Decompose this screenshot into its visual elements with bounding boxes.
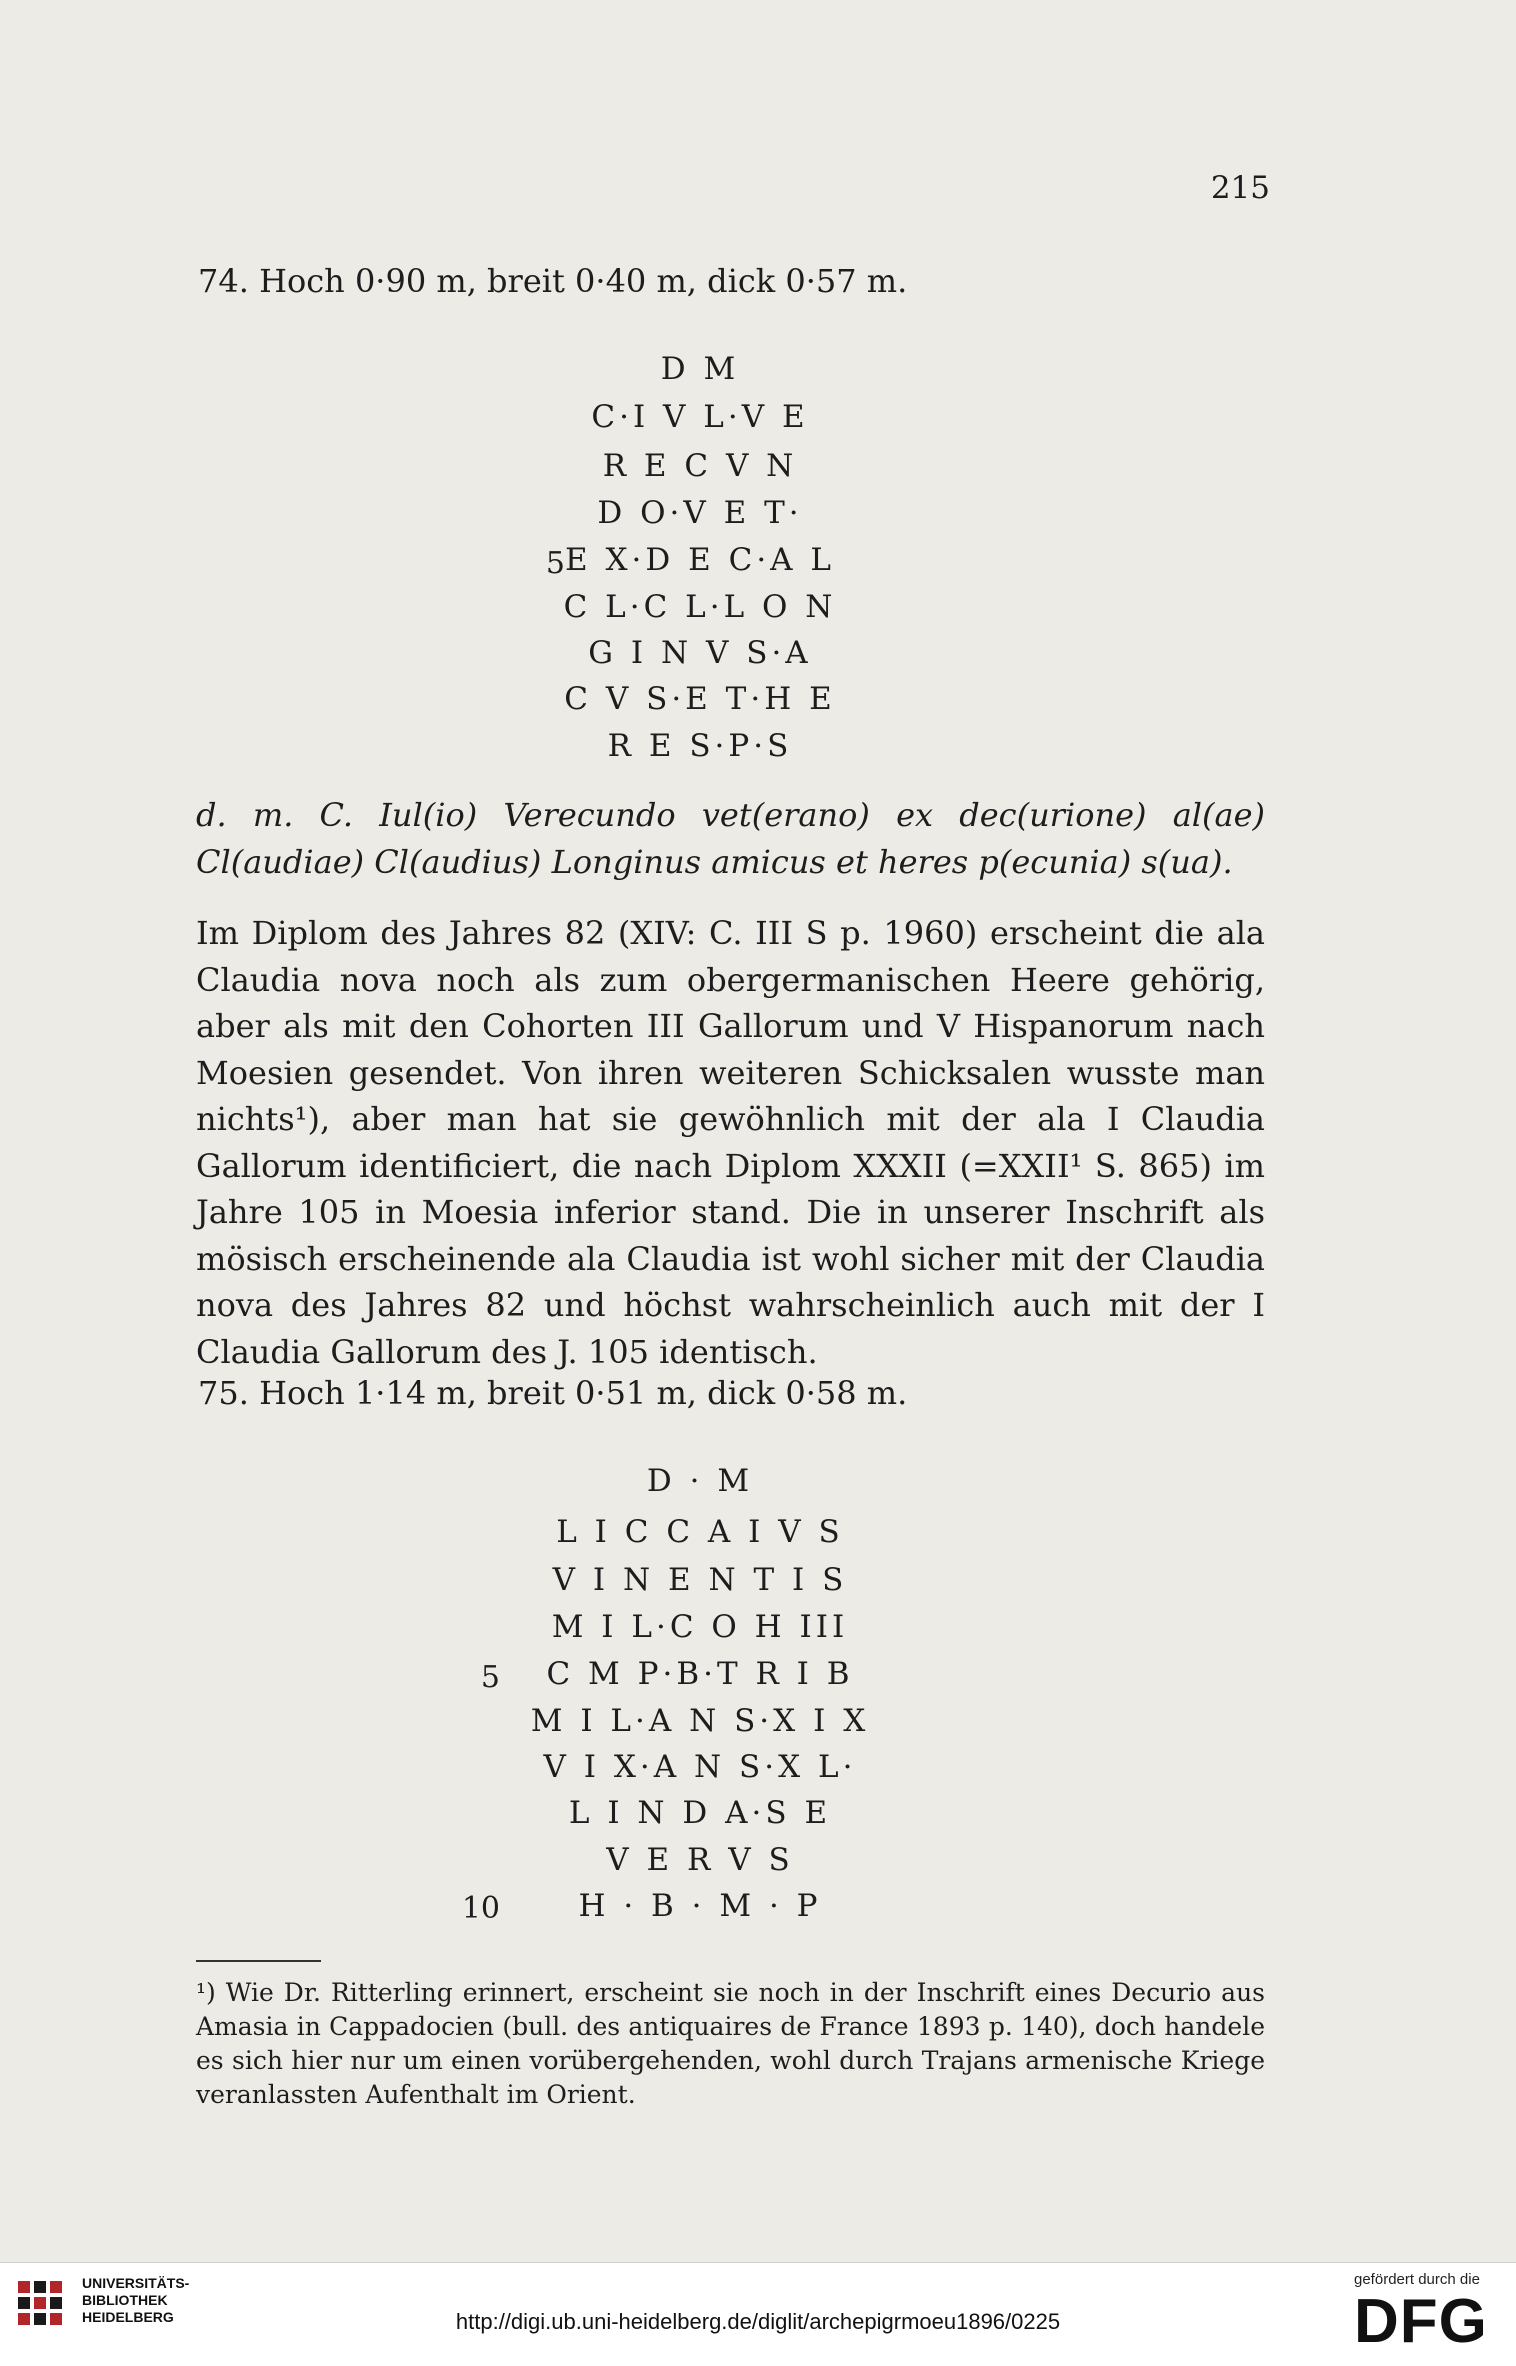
- inscription-line: H · B · M · P: [578, 1888, 822, 1924]
- inscription-line: C·I V L·V E: [591, 399, 809, 435]
- inscription-line: C M P·B·T R I B: [546, 1656, 854, 1692]
- footnote: ¹) Wie Dr. Ritterling erinnert, erscheint sie noch in der Inschrift eines Decurio aus Amasia in Cappadocien (bull. des antiquaires de France 1893 p. 140), doch handele es sich hier nur um einen vorübergehenden, wohl durch Trajans armenische Kriege veranlassten Aufenthalt im Orient.: [196, 1978, 1265, 2109]
- line-number-5: 5: [480, 1660, 500, 1695]
- inscription-line: M I L·C O H III: [551, 1609, 849, 1645]
- inscription-line: V E R V S: [606, 1842, 794, 1878]
- inscription-line: D M: [660, 351, 740, 387]
- entry-74-transcription: d. m. C. Iul(io) Verecundo vet(erano) ex dec(urione) al(ae) Cl(audiae) Cl(audius) Longinus amicus et heres p(ecunia) s(ua).: [196, 796, 1265, 881]
- inscription-line: D · M: [646, 1463, 754, 1499]
- entry-75-heading: 75. Hoch 1·14 m, breit 0·51 m, dick 0·58 m.: [198, 1374, 908, 1412]
- source-url-link[interactable]: http://digi.ub.uni-heidelberg.de/diglit/archepigrmoeu1896/0225: [455, 2309, 1061, 2334]
- inscription-line: C L·C L·L O N: [563, 589, 837, 625]
- inscription-line: G I N V S·A: [588, 635, 812, 671]
- inscription-line: R E C V N: [602, 448, 798, 484]
- inscription-line: E X·D E C·A L: [565, 542, 835, 578]
- inscription-line: V I X·A N S·X L·: [543, 1749, 857, 1785]
- footer-bar: [0, 2262, 1516, 2366]
- funding-label: gefördert durch die: [1354, 2271, 1480, 2288]
- footnote-rule: [196, 1960, 321, 1962]
- dfg-logo: DFG: [1354, 2287, 1488, 2356]
- commentary-paragraph: Im Diplom des Jahres 82 (XIV: C. III S p. 1960) erscheint die ala Claudia nova noch als zum obergermanischen Heere gehörig, aber als mit den Cohorten III Gallorum und V Hispanorum nach Moesien gesendet. Von ihren weiteren Schicksalen wusste man nichts¹), aber man hat sie gewöhnlich mit der ala I Claudia Gallorum identificiert, die nach Diplom XXXII (=XXII¹ S. 865) im Jahre 105 in Moesia inferior stand. Die in unserer Inschrift als mösisch erscheinende ala Claudia ist wohl sicher mit der Claudia nova des Jahres 82 und höchst wahrscheinlich auch mit der I Claudia Gallorum des J. 105 identisch.: [196, 914, 1265, 1371]
- entry-74-heading: 74. Hoch 0·90 m, breit 0·40 m, dick 0·57 m.: [198, 262, 908, 300]
- inscription-line: C V S·E T·H E: [564, 681, 836, 717]
- line-number-5: 5: [545, 546, 565, 581]
- inscription-line: D O·V E T·: [597, 495, 803, 531]
- inscription-line: L I C C A I V S: [556, 1514, 844, 1550]
- page-number: 215: [1210, 170, 1270, 206]
- inscription-line: R E S·P·S: [607, 728, 793, 764]
- inscription-line: L I N D A·S E: [568, 1795, 832, 1831]
- inscription-line: V I N E N T I S: [552, 1562, 848, 1598]
- inscription-line: M I L·A N S·X I X: [530, 1703, 870, 1739]
- library-name: UNIVERSITÄTS- BIBLIOTHEK HEIDELBERG: [82, 2275, 190, 2325]
- line-number-10: 10: [461, 1891, 500, 1926]
